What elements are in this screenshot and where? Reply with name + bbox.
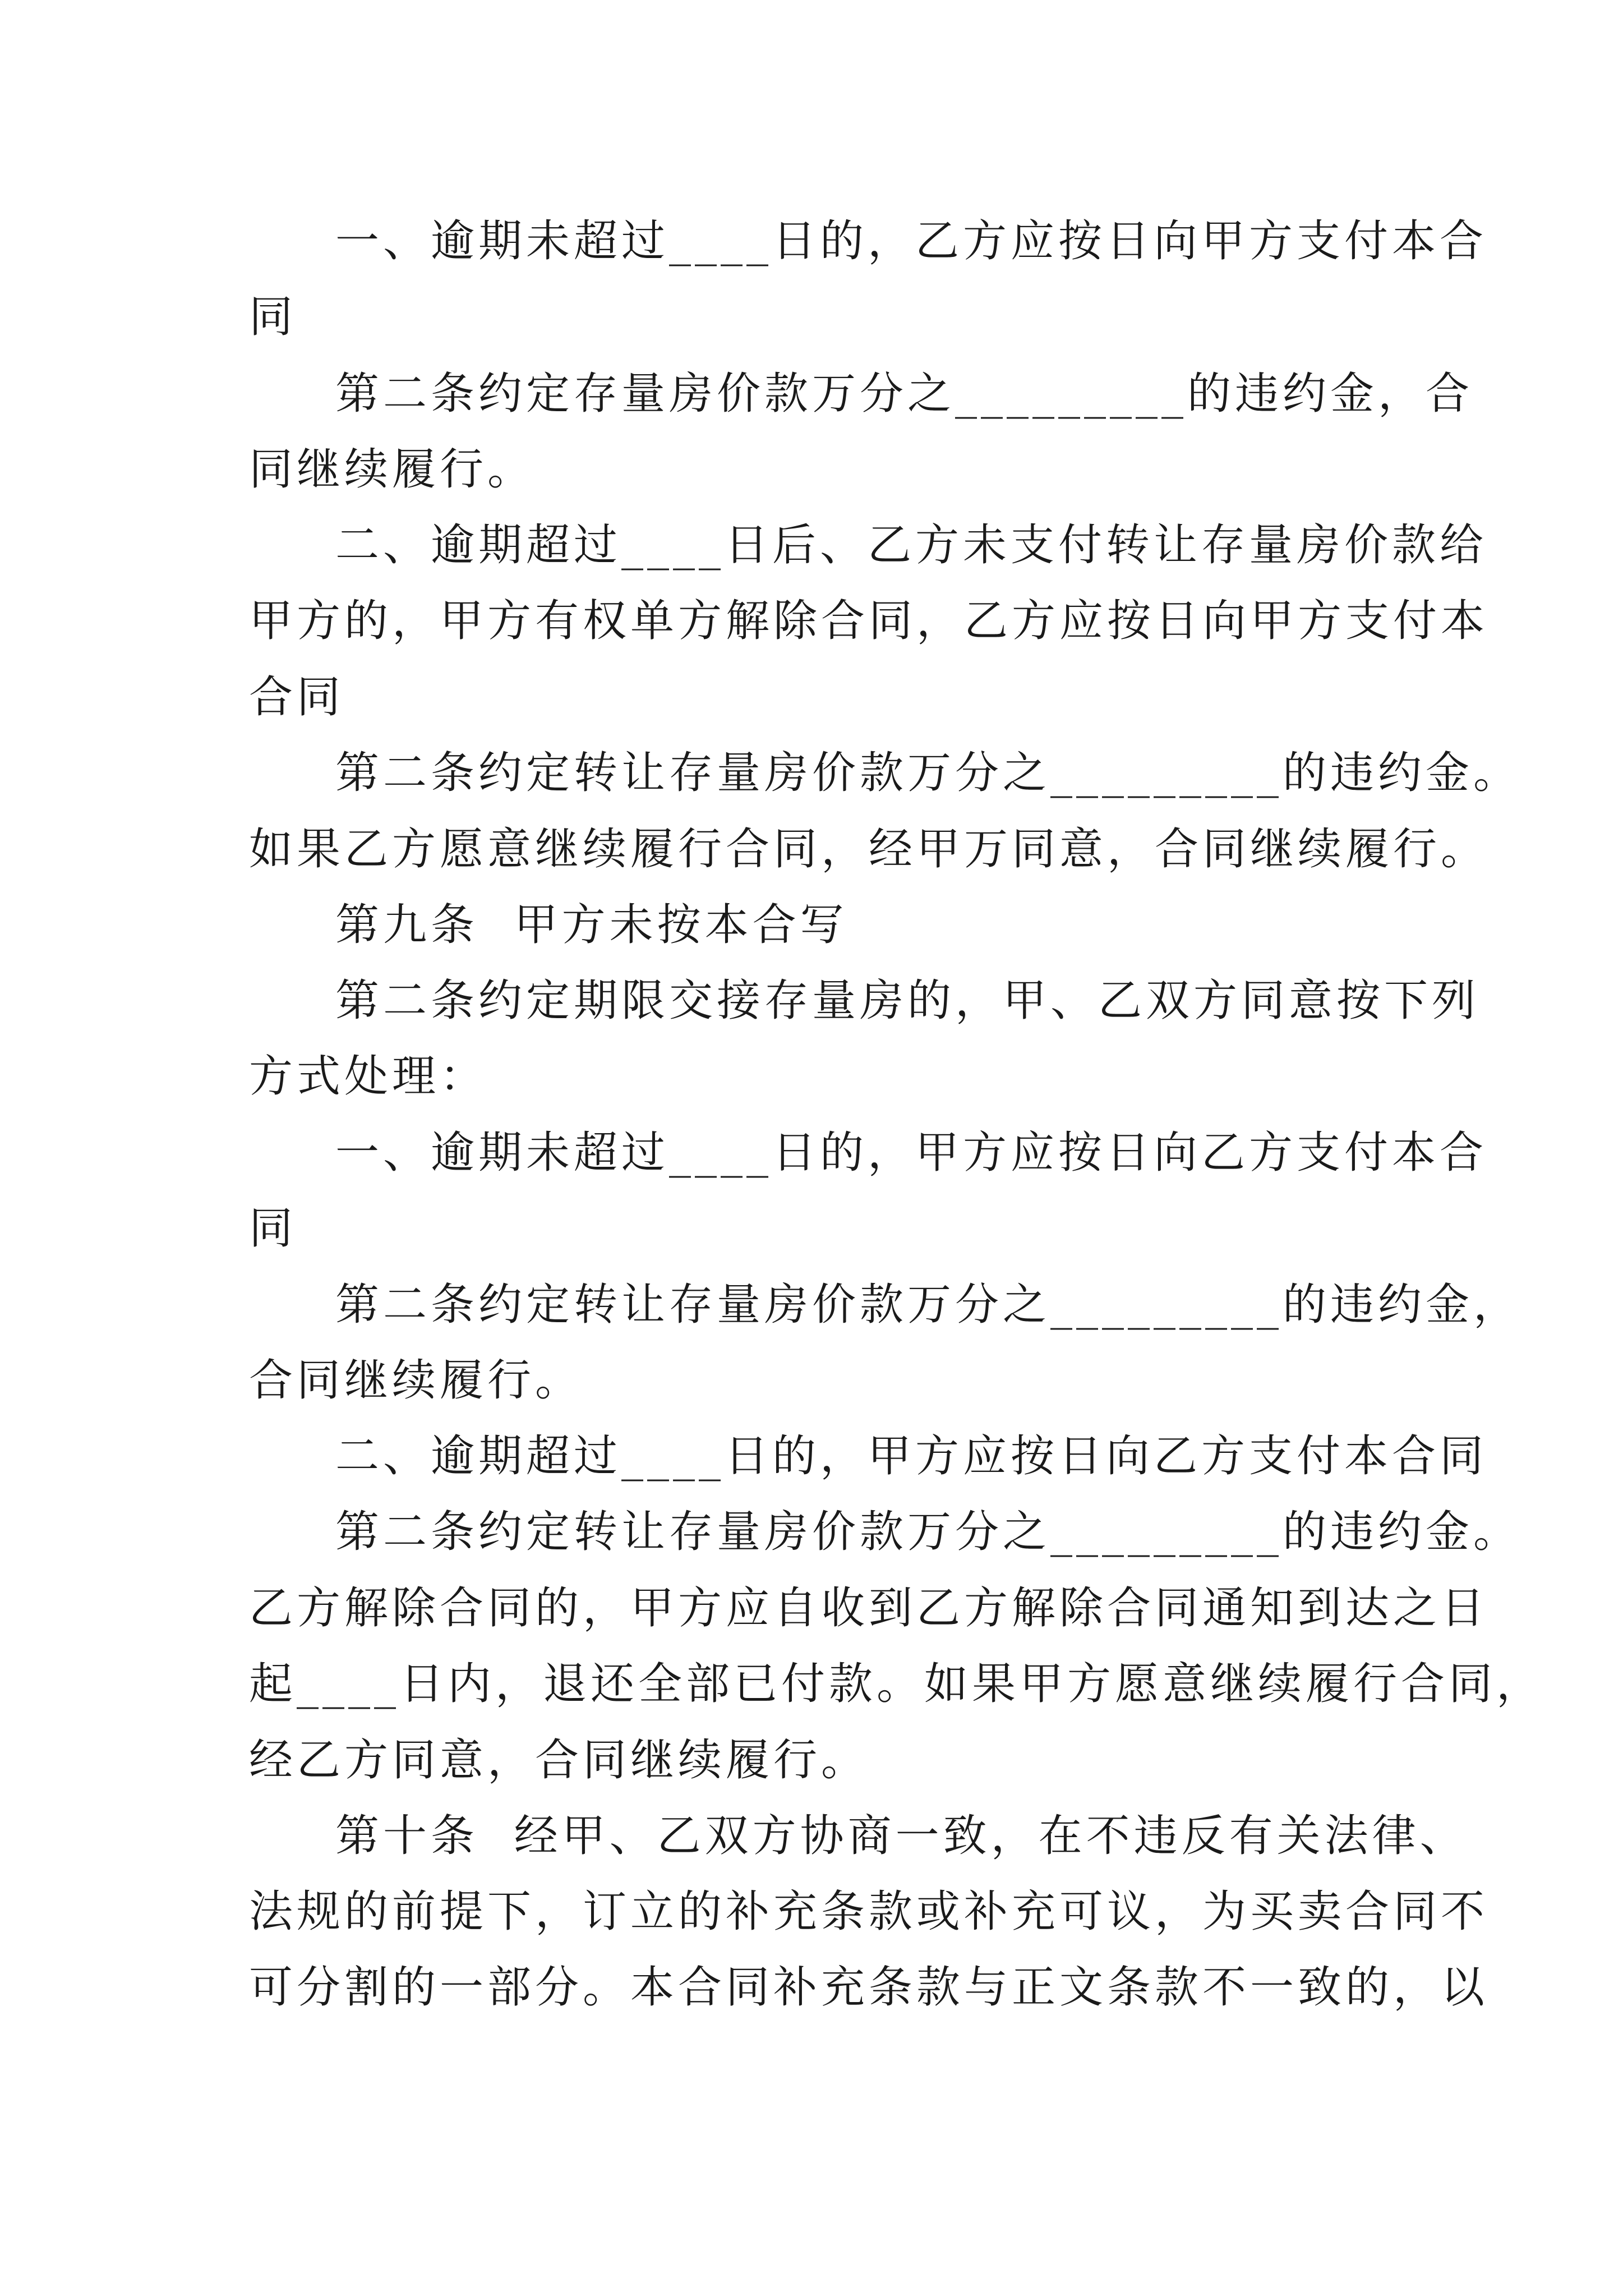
text-line: 第二条约定存量房价款万分之_________的违约金，合 xyxy=(335,369,1474,419)
text-line: 如果乙方愿意继续履行合同，经甲万同意，合同继续履行。 xyxy=(249,824,1489,875)
text-line: 第二条约定期限交接存量房的，甲、乙双方同意按下列 xyxy=(335,976,1480,1026)
text-line: 起____日内，退还全部已付款。如果甲方愿意继续履行合同， xyxy=(249,1659,1544,1709)
text-line: 乙方解除合同的，甲方应自收到乙方解除合同通知到达之日 xyxy=(249,1583,1489,1634)
text-line: 一、逾期未超过____日的，乙方应按日向甲方支付本合 xyxy=(335,216,1488,266)
text-line: 第十条 经甲、乙双方协商一致，在不违反有关法律、 xyxy=(335,1811,1468,1861)
text-line: 二、逾期超过____日的，甲方应按日向乙方支付本合同 xyxy=(335,1431,1488,1481)
text-line: 第二条约定转让存量房价款万分之_________的违约金。 xyxy=(335,748,1521,798)
text-line: 合同 xyxy=(249,672,345,723)
text-line: 法规的前提下，订立的补充条款或补充可议，为买卖合同不 xyxy=(249,1887,1489,1937)
text-line: 同 xyxy=(249,292,297,342)
text-line: 第二条约定转让存量房价款万分之_________的违约金。 xyxy=(335,1507,1521,1557)
text-line: 一、逾期未超过____日的，甲方应按日向乙方支付本合 xyxy=(335,1128,1488,1178)
text-line: 甲方的，甲方有权单方解除合同，乙方应按日向甲方支付本 xyxy=(249,596,1489,646)
text-line: 同 xyxy=(249,1203,297,1254)
text-line: 二、逾期超过____日后、乙方未支付转让存量房价款给 xyxy=(335,520,1488,570)
text-line: 同继续履行。 xyxy=(249,444,536,495)
text-line: 方式处理： xyxy=(249,1051,488,1102)
text-line: 可分割的一部分。本合同补充条款与正文条款不一致的，以 xyxy=(249,1962,1489,2013)
text-line: 经乙方同意，合同继续履行。 xyxy=(249,1735,869,1786)
text-line: 第二条约定转让存量房价款万分之_________的违约金， xyxy=(335,1280,1521,1330)
text-line: 第九条 甲方未按本合写 xyxy=(335,900,848,950)
text-line: 合同继续履行。 xyxy=(249,1355,583,1406)
